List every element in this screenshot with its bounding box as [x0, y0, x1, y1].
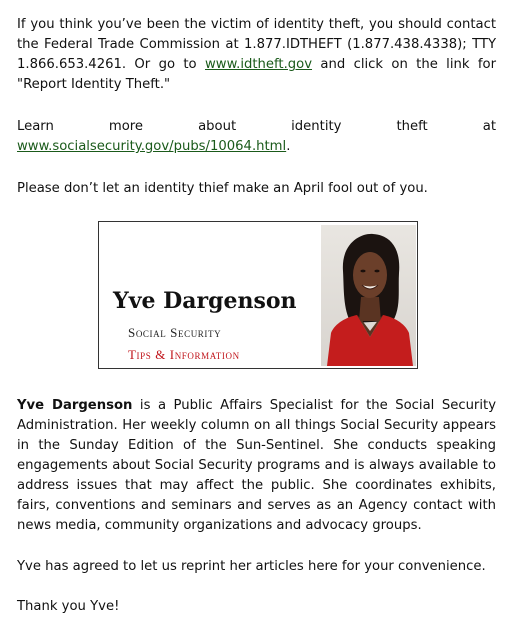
bio-text: is a Public Affairs Specialist for the Social Security Administration. Her weekly column on all things Social Security appears in the Sunday Edition of the Sun-Sentinel. She conducts speaking engagements about Social Security programs and is always available to address issues that may affect the public. She coordinates exhibits, fairs, conventions and seminars and serves as an Agency contact with news media, community organizations and advocacy groups. — [17, 398, 496, 533]
reprint-paragraph: Yve has agreed to let us reprint her articles here for your convenience. — [17, 559, 486, 574]
author-photo — [321, 225, 416, 366]
banner-author-name: Yve Dargenson — [113, 288, 297, 314]
banner-tagline: Tips & Information — [128, 347, 240, 362]
contact-text-end: and click on the link for "Report Identity Theft." — [17, 57, 497, 92]
april-fool-paragraph: Please don’t let an identity thief make an April fool out of you. — [17, 181, 428, 196]
learn-more-text: Learn more about identity theft at — [17, 119, 496, 134]
publication-link[interactable]: www.socialsecurity.gov/pubs/10064.html — [17, 139, 287, 154]
idtheft-link[interactable]: www.idtheft.gov — [205, 57, 313, 72]
author-banner — [98, 221, 418, 369]
author-bio-paragraph — [17, 396, 496, 536]
author-portrait-image — [321, 225, 416, 366]
banner-subtitle: Social Security — [128, 325, 222, 340]
learn-more-paragraph — [17, 117, 496, 157]
contact-ftc-paragraph — [17, 15, 496, 95]
contact-text: If you think you’ve been the victim of identity theft, you should contact the Federal Trade Commission at 1.877.IDTHEFT (1.877.438.4338); TTY 1.866.653.4261. Or go to — [17, 17, 496, 72]
learn-more-period: . — [286, 139, 291, 154]
thanks-paragraph: Thank you Yve! — [17, 599, 120, 614]
bio-author-name: Yve Dargenson — [17, 398, 133, 413]
